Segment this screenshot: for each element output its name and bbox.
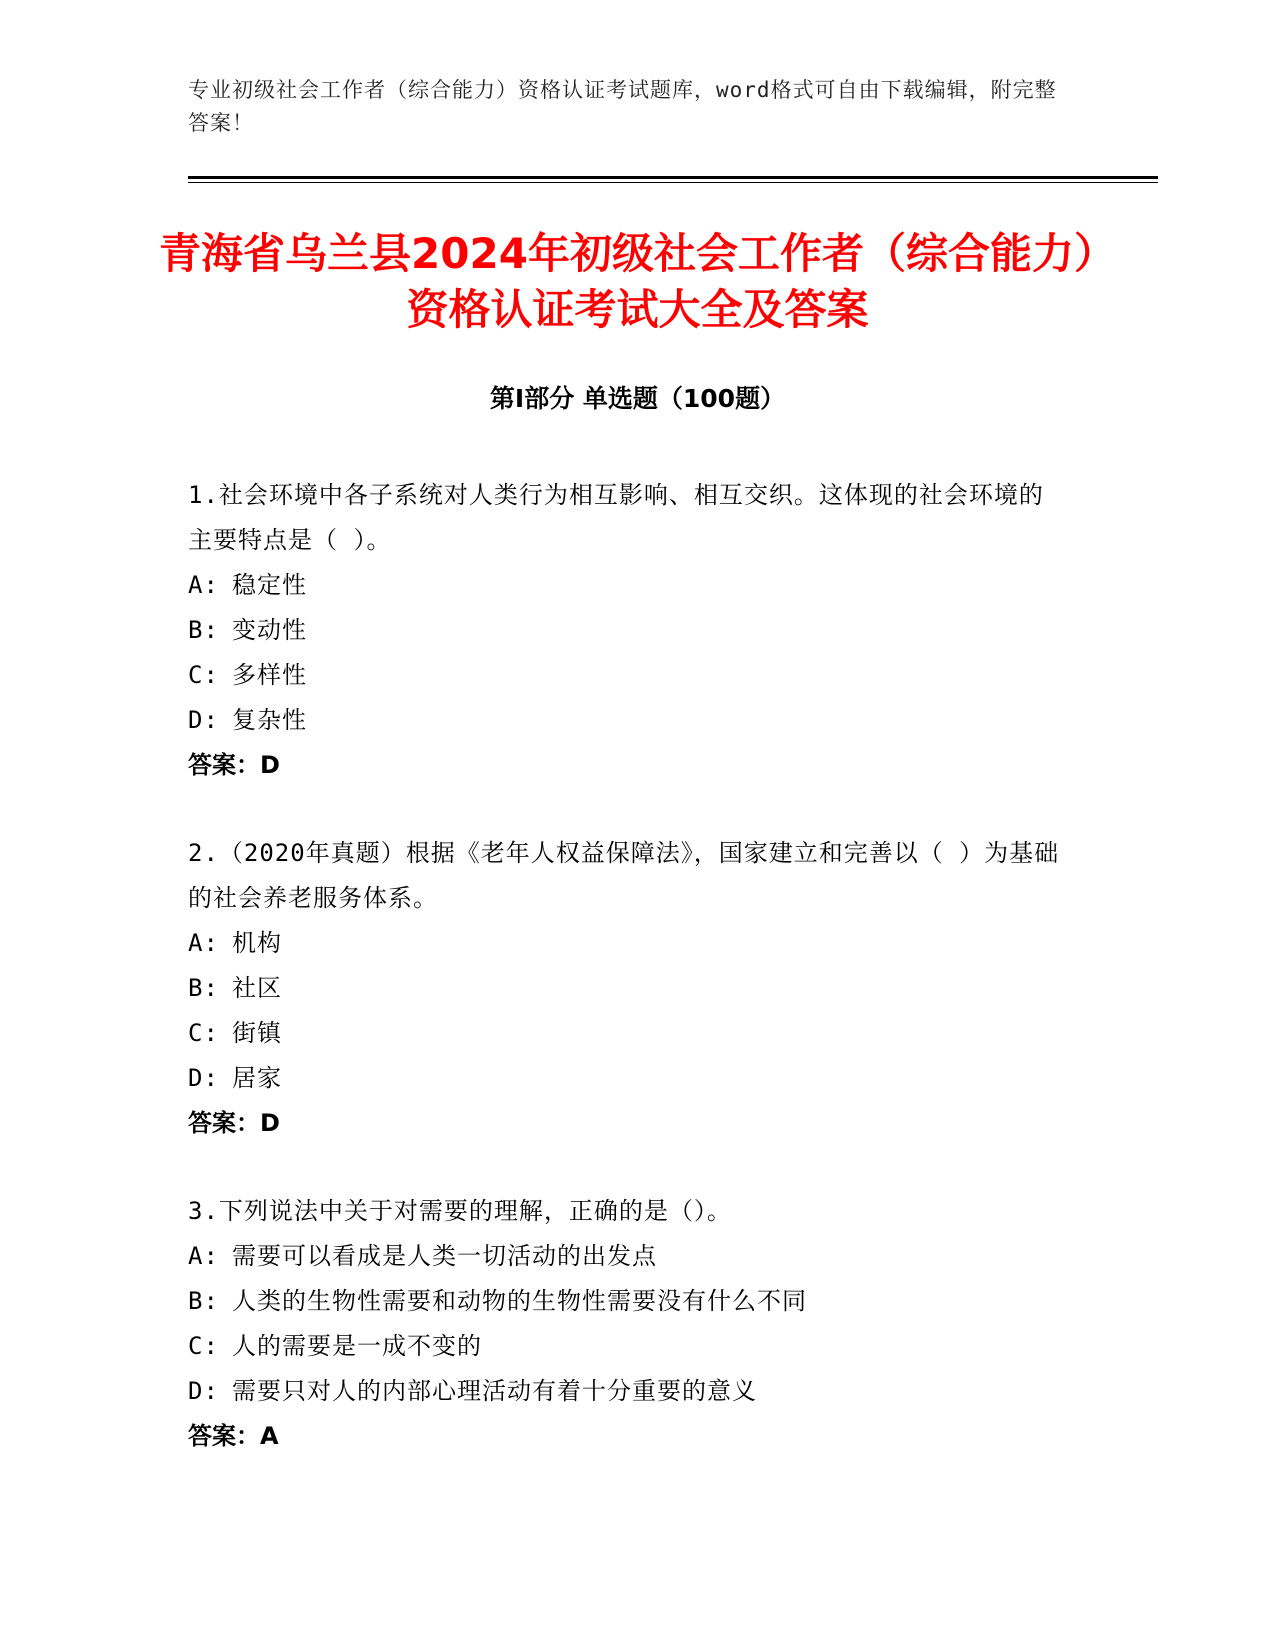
option-letter: C: [188,1019,219,1047]
option-letter: D: [188,706,219,734]
option-text: 需要可以看成是人类一切活动的出发点 [232,1242,657,1270]
option-letter: D: [188,1377,219,1405]
document-title: 青海省乌兰县2024年初级社会工作者（综合能力）资格认证考试大全及答案 [159,229,1116,334]
question-item [188,473,1068,788]
question-stem: 3.下列说法中关于对需要的理解，正确的是（）。 [188,1197,732,1225]
option-d [188,698,1068,743]
option-text: 稳定性 [232,571,307,599]
option-d [188,1369,1068,1414]
option-c [188,1324,1068,1369]
answer-line: 答案：D [188,751,280,779]
option-a [188,563,1068,608]
question-item [188,831,1068,1146]
question-item [188,1189,1068,1459]
section-title: 第Ⅰ部分 单选题（100题） [489,384,786,413]
option-a [188,921,1068,966]
option-letter: B: [188,616,219,644]
answer-line: 答案：D [188,1109,280,1137]
option-c [188,653,1068,698]
question-stem: 2.（2020年真题）根据《老年人权益保障法》，国家建立和完善以（ ）为基础的社会养老服务体系。 [188,839,1060,912]
option-letter: D: [188,1064,219,1092]
header-rule-thin [188,182,1158,183]
option-letter: A: [188,929,219,957]
option-b [188,966,1068,1011]
option-text: 居家 [232,1064,282,1092]
option-letter: B: [188,974,219,1002]
answer-line: 答案：A [188,1422,279,1450]
option-letter: C: [188,1332,219,1360]
option-text: 复杂性 [232,706,307,734]
question-stem: 1.社会环境中各子系统对人类行为相互影响、相互交织。这体现的社会环境的主要特点是（ ）。 [188,481,1044,554]
option-b [188,608,1068,653]
option-text: 人的需要是一成不变的 [232,1332,482,1360]
option-letter: A: [188,1242,219,1270]
header-rule-thick [188,176,1158,179]
header-note: 专业初级社会工作者（综合能力）资格认证考试题库，word格式可自由下载编辑，附完整答案！ [188,78,1057,135]
option-d [188,1056,1068,1101]
option-text: 机构 [232,929,282,957]
option-b [188,1279,1068,1324]
option-text: 社区 [232,974,282,1002]
option-text: 需要只对人的内部心理活动有着十分重要的意义 [232,1377,757,1405]
option-letter: B: [188,1287,219,1315]
option-c [188,1011,1068,1056]
option-letter: A: [188,571,219,599]
option-text: 多样性 [232,661,307,689]
option-text: 街镇 [232,1019,282,1047]
option-a [188,1234,1068,1279]
option-text: 变动性 [232,616,307,644]
question-list [188,473,1068,1502]
option-letter: C: [188,661,219,689]
option-text: 人类的生物性需要和动物的生物性需要没有什么不同 [232,1287,807,1315]
